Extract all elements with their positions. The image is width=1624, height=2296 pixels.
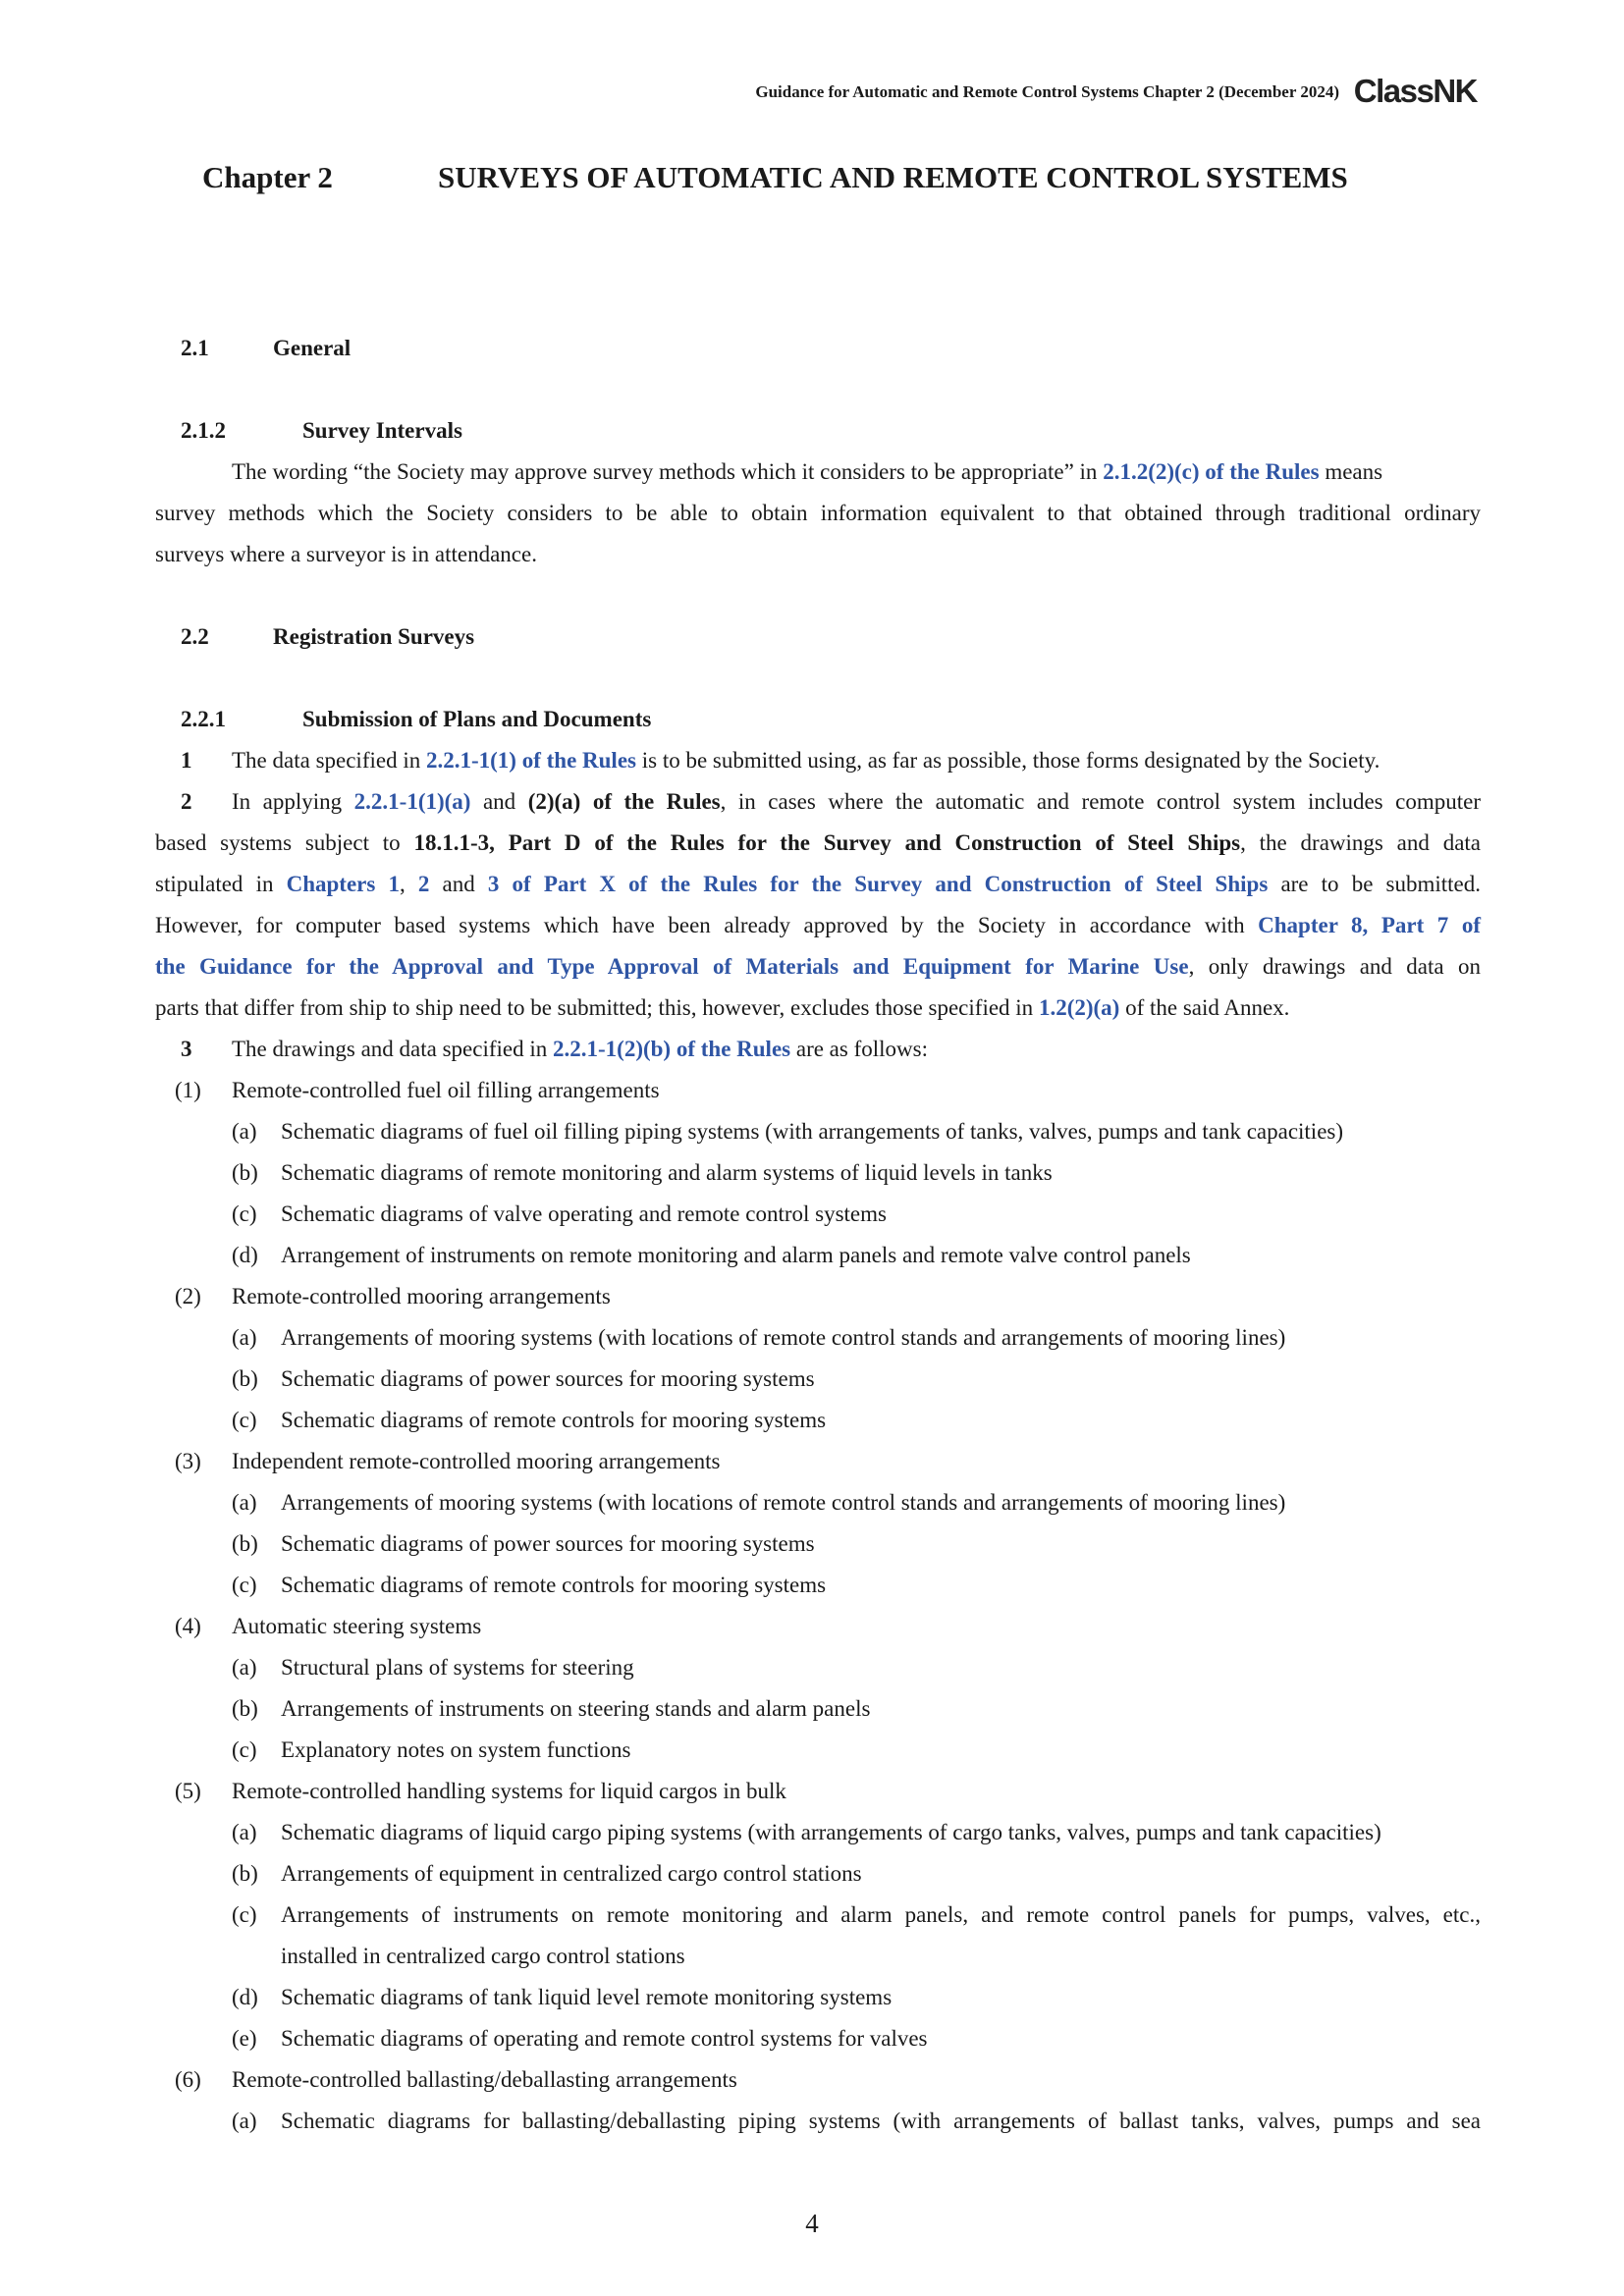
list-item: Arrangements of equipment in centralized cargo control stations xyxy=(281,1861,862,1886)
rule-link[interactable]: 2.2.1-1(2)(b) of the Rules xyxy=(553,1037,791,1061)
text: means xyxy=(1319,459,1383,484)
list-item: Arrangement of instruments on remote monitoring and alarm panels and remote valve control panels xyxy=(281,1243,1191,1267)
rule-reference: (2)(a) of the Rules xyxy=(527,789,721,814)
list-item: Independent remote-controlled mooring arrangements xyxy=(232,1449,721,1473)
chapter-number: Chapter 2 xyxy=(202,160,333,194)
text: , xyxy=(399,872,418,896)
list-item: Schematic diagrams of remote controls for mooring systems xyxy=(281,1573,827,1597)
list-number: (5) xyxy=(175,1779,201,1803)
list-letter: (a) xyxy=(232,1820,257,1844)
chapter-title: SURVEYS OF AUTOMATIC AND REMOTE CONTROL SYSTEMS xyxy=(438,160,1348,194)
paragraph-2-line-5 xyxy=(155,954,1481,980)
text: , only drawings and data on xyxy=(1188,954,1481,979)
text: , in cases where the automatic and remote control system includes computer xyxy=(720,789,1481,814)
list-item: Arrangements of instruments on remote monitoring and alarm panels, and remote control panels for pumps, valves, etc., xyxy=(281,1902,1481,1927)
section-2-2-number: 2.2 xyxy=(181,624,209,649)
text: However, for computer based systems which have been already approved by the Society in accordance with xyxy=(155,913,1259,937)
annex-link[interactable]: 1.2(2)(a) xyxy=(1038,995,1120,1020)
list-letter: (c) xyxy=(232,1573,257,1597)
list-letter: (c) xyxy=(232,1408,257,1432)
section-2-2-title: Registration Surveys xyxy=(273,624,475,649)
text: and xyxy=(442,872,488,896)
list-item: Arrangements of instruments on steering stands and alarm panels xyxy=(281,1696,871,1721)
list-item: Remote-controlled fuel oil filling arrangements xyxy=(232,1078,660,1102)
section-2-1-number: 2.1 xyxy=(181,336,209,360)
list-item: Remote-controlled handling systems for liquid cargos in bulk xyxy=(232,1779,786,1803)
rule-link[interactable]: 2.2.1-1(1) of the Rules xyxy=(425,748,636,773)
guidance-link[interactable]: Chapter 8, Part 7 of xyxy=(1258,913,1481,937)
list-item: Arrangements of mooring systems (with locations of remote control stands and arrangements of mooring lines) xyxy=(281,1490,1286,1515)
text: The drawings and data specified in xyxy=(232,1037,553,1061)
text: The wording “the Society may approve survey methods which it considers to be appropriate” in xyxy=(232,459,1104,484)
list-letter: (d) xyxy=(232,1243,258,1267)
list-letter: (a) xyxy=(232,2109,257,2133)
text: of the said Annex. xyxy=(1119,995,1290,1020)
paragraph-2-1-2-line-3: surveys where a surveyor is in attendance. xyxy=(155,542,537,566)
page-number: 4 xyxy=(805,2209,819,2238)
list-item: Schematic diagrams of power sources for mooring systems xyxy=(281,1366,815,1391)
section-2-1-title: General xyxy=(273,336,352,360)
paragraph-2-line-4 xyxy=(155,913,1481,938)
text: In applying xyxy=(232,789,354,814)
list-item: Remote-controlled mooring arrangements xyxy=(232,1284,611,1308)
rule-link[interactable]: Chapters 1 xyxy=(286,872,400,896)
list-letter: (c) xyxy=(232,1201,257,1226)
text: The data specified in xyxy=(232,748,426,773)
list-letter: (a) xyxy=(232,1325,257,1350)
paragraph-2-1-2-line-1 xyxy=(232,459,1382,485)
section-2-2-1-number: 2.2.1 xyxy=(181,707,226,731)
paragraph-3-text xyxy=(232,1037,928,1062)
list-item: Schematic diagrams of tank liquid level remote monitoring systems xyxy=(281,1985,893,2009)
list-item: Arrangements of mooring systems (with locations of remote control stands and arrangements of mooring lines) xyxy=(281,1325,1286,1350)
list-letter: (e) xyxy=(232,2026,257,2051)
list-letter: (b) xyxy=(232,1861,258,1886)
paragraph-2-1-2-line-2: survey methods which the Society considers to be able to obtain information equivalent to that obtained through traditional ordinary xyxy=(155,501,1481,525)
paragraph-1-text xyxy=(232,748,1380,774)
list-item: Schematic diagrams for ballasting/deballasting piping systems (with arrangements of ballast tanks, valves, pumps and sea xyxy=(281,2109,1481,2133)
paragraph-2-line-2 xyxy=(155,830,1481,856)
rule-link[interactable]: 2.2.1-1(1)(a) xyxy=(353,789,471,814)
text: , the drawings and data xyxy=(1240,830,1482,855)
rule-link[interactable]: 2 xyxy=(417,872,430,896)
running-header: Guidance for Automatic and Remote Control Systems Chapter 2 (December 2024) xyxy=(755,82,1339,101)
list-number: (3) xyxy=(175,1449,201,1473)
list-letter: (d) xyxy=(232,1985,258,2009)
text: are as follows: xyxy=(790,1037,928,1061)
text: are to be submitted. xyxy=(1280,872,1482,896)
list-item: Schematic diagrams of fuel oil filling piping systems (with arrangements of tanks, valves, pumps and tank capacities) xyxy=(281,1119,1344,1144)
section-2-1-2-number: 2.1.2 xyxy=(181,418,226,443)
paragraph-2-line-3 xyxy=(155,872,1481,897)
list-number: (1) xyxy=(175,1078,201,1102)
text: and xyxy=(470,789,528,814)
classnk-logo: ClassNK xyxy=(1353,73,1477,109)
list-item: Schematic diagrams of operating and remote control systems for valves xyxy=(281,2026,928,2051)
list-item: Structural plans of systems for steering xyxy=(281,1655,634,1680)
section-2-2-1-title: Submission of Plans and Documents xyxy=(302,707,652,731)
list-letter: (c) xyxy=(232,1902,257,1927)
list-item: Schematic diagrams of liquid cargo piping systems (with arrangements of cargo tanks, valves, pumps and tank capacities) xyxy=(281,1820,1381,1844)
paragraph-1-number: 1 xyxy=(181,748,192,773)
rule-reference: 18.1.1-3, Part D of the Rules for the Survey and Construction of Steel Ships xyxy=(413,830,1241,855)
paragraph-2-line-1 xyxy=(232,789,1481,815)
list-letter: (a) xyxy=(232,1655,257,1680)
list-item: Schematic diagrams of power sources for mooring systems xyxy=(281,1531,815,1556)
list-letter: (c) xyxy=(232,1737,257,1762)
text: stipulated in xyxy=(155,872,287,896)
list-item-continuation: installed in centralized cargo control stations xyxy=(281,1944,685,1968)
list-item: Schematic diagrams of remote controls for mooring systems xyxy=(281,1408,827,1432)
list-letter: (b) xyxy=(232,1696,258,1721)
list-letter: (a) xyxy=(232,1490,257,1515)
list-item: Schematic diagrams of valve operating and remote control systems xyxy=(281,1201,887,1226)
list-item: Automatic steering systems xyxy=(232,1614,482,1638)
text: parts that differ from ship to ship need to be submitted; this, however, excludes those specified in xyxy=(155,995,1039,1020)
text: is to be submitted using, as far as possible, those forms designated by the Society. xyxy=(635,748,1380,773)
list-letter: (a) xyxy=(232,1119,257,1144)
text: based systems subject to xyxy=(155,830,414,855)
list-letter: (b) xyxy=(232,1531,258,1556)
list-number: (6) xyxy=(175,2067,201,2092)
rule-link[interactable]: 2.1.2(2)(c) of the Rules xyxy=(1103,459,1320,484)
paragraph-2-line-6 xyxy=(155,995,1289,1021)
paragraph-2-number: 2 xyxy=(181,789,192,814)
list-letter: (b) xyxy=(232,1366,258,1391)
list-item: Explanatory notes on system functions xyxy=(281,1737,631,1762)
list-number: (2) xyxy=(175,1284,201,1308)
list-letter: (b) xyxy=(232,1160,258,1185)
list-number: (4) xyxy=(175,1614,201,1638)
section-2-1-2-title: Survey Intervals xyxy=(302,418,462,443)
list-item: Schematic diagrams of remote monitoring and alarm systems of liquid levels in tanks xyxy=(281,1160,1053,1185)
list-item: Remote-controlled ballasting/deballasting arrangements xyxy=(232,2067,737,2092)
paragraph-3-number: 3 xyxy=(181,1037,192,1061)
guidance-link[interactable]: the Guidance for the Approval and Type Approval of Materials and Equipment for Marine Use xyxy=(155,954,1189,979)
rule-link[interactable]: 3 of Part X of the Rules for the Survey and Construction of Steel Ships xyxy=(487,872,1269,896)
